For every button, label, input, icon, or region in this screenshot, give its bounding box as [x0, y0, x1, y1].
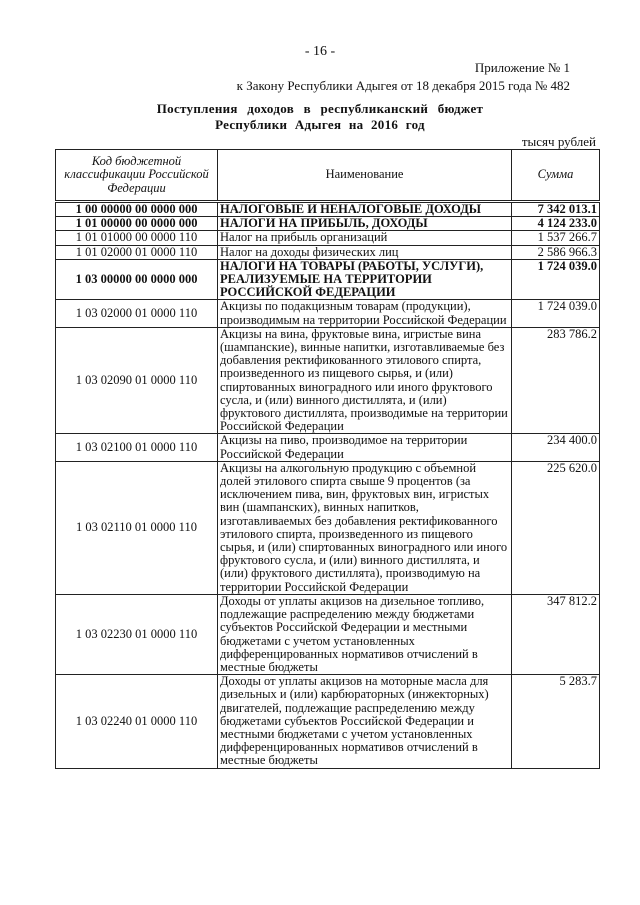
row-code: 1 01 02000 01 0000 110: [56, 245, 218, 259]
page-number: - 16 -: [304, 44, 336, 59]
row-name: НАЛОГИ НА ПРИБЫЛЬ, ДОХОДЫ: [218, 217, 512, 231]
row-name: Доходы от уплаты акцизов на моторные масла для дизельных и (или) карбюраторных (инжекторных) двигателей, подлежащие распределению между бюджетами субъектов Российской Федерации и местными бюджетами с учетом установленных дифференцированных нормативов отчислений в местные бюджеты: [218, 675, 512, 768]
row-code: 1 01 00000 00 0000 000: [56, 217, 218, 231]
row-amount: 1 724 039.0: [512, 259, 600, 300]
table-row: [56, 202, 600, 217]
table-row: [56, 461, 600, 594]
appendix-law-reference: к Закону Республики Адыгея от 18 декабря 2015 года № 482: [236, 78, 570, 93]
row-code: 1 03 02240 01 0000 110: [56, 675, 218, 768]
header-code: Код бюджетной классификации Российской Федерации: [56, 150, 218, 202]
row-name: Доходы от уплаты акцизов на дизельное топливо, подлежащие распределению между бюджетами субъектов Российской Федерации и местными бюджетами с учетом установленных дифференцированных нормативов отчислений в местные бюджеты: [218, 594, 512, 674]
row-name: Акцизы на пиво, производимое на территории Российской Федерации: [218, 434, 512, 461]
table-row: [56, 675, 600, 768]
row-name: НАЛОГИ НА ТОВАРЫ (РАБОТЫ, УСЛУГИ), РЕАЛИЗУЕМЫЕ НА ТЕРРИТОРИИ РОССИЙСКОЙ ФЕДЕРАЦИИ: [218, 259, 512, 300]
table-header-row: [56, 150, 600, 202]
row-code: 1 00 00000 00 0000 000: [56, 202, 218, 217]
row-name: Акцизы по подакцизным товарам (продукции), производимым на территории Российской Федерации: [218, 300, 512, 327]
row-name: Акцизы на вина, фруктовые вина, игристые вина (шампанские), винные напитки, изготавливаемые без добавления ректификованного этилового спирта, произведенного из пищевого сырья, и (или) спиртованных виноградного или иного фруктового сусла, и (или) винного дистиллята, и (или) фруктового дистиллята, производимые на территории Российской Федерации: [218, 327, 512, 434]
row-name: Налог на доходы физических лиц: [218, 245, 512, 259]
appendix-label: Приложение № 1: [474, 60, 570, 75]
row-amount: 5 283.7: [512, 675, 600, 768]
row-amount: 1 537 266.7: [512, 231, 600, 245]
row-name: Налог на прибыль организаций: [218, 231, 512, 245]
table-row: [56, 300, 600, 327]
document-title-line-2: Республики Адыгея на 2016 год: [215, 117, 425, 132]
row-code: 1 03 02230 01 0000 110: [56, 594, 218, 674]
row-code: 1 03 02100 01 0000 110: [56, 434, 218, 461]
table-row: [56, 327, 600, 434]
header-amount: Сумма: [512, 150, 600, 202]
row-amount: 225 620.0: [512, 461, 600, 594]
table-row: [56, 231, 600, 245]
table-row: [56, 434, 600, 461]
row-amount: 4 124 233.0: [512, 217, 600, 231]
row-amount: 7 342 013.1: [512, 202, 600, 217]
row-code: 1 03 02000 01 0000 110: [56, 300, 218, 327]
row-amount: 347 812.2: [512, 594, 600, 674]
row-code: 1 01 01000 00 0000 110: [56, 231, 218, 245]
row-code: 1 03 02090 01 0000 110: [56, 327, 218, 434]
row-name: Акцизы на алкогольную продукцию с объемной долей этилового спирта свыше 9 процентов (за исключением пива, вин, фруктовых вин, игристых вин (шампанских), винных напитков, изготавливаемых без добавления ректификованного этилового спирта, произведенного из пищевого сырья, и (или) спиртованных виноградного или иного фруктового сусла, и (или) винного дистиллята, и (или) фруктового дистиллята), производимую на территории Российской Федерации: [218, 461, 512, 594]
document-title-line-1: Поступления доходов в республиканский бюджет: [156, 101, 484, 116]
units-label: тысяч рублей: [521, 134, 596, 149]
row-code: 1 03 00000 00 0000 000: [56, 259, 218, 300]
row-amount: 283 786.2: [512, 327, 600, 434]
table-row: [56, 245, 600, 259]
header-name: Наименование: [218, 150, 512, 202]
row-code: 1 03 02110 01 0000 110: [56, 461, 218, 594]
row-name: НАЛОГОВЫЕ И НЕНАЛОГОВЫЕ ДОХОДЫ: [218, 202, 512, 217]
table-row: [56, 217, 600, 231]
row-amount: 234 400.0: [512, 434, 600, 461]
table-row: [56, 259, 600, 300]
row-amount: 1 724 039.0: [512, 300, 600, 327]
table-row: [56, 594, 600, 674]
revenue-table: [55, 149, 600, 769]
row-amount: 2 586 966.3: [512, 245, 600, 259]
